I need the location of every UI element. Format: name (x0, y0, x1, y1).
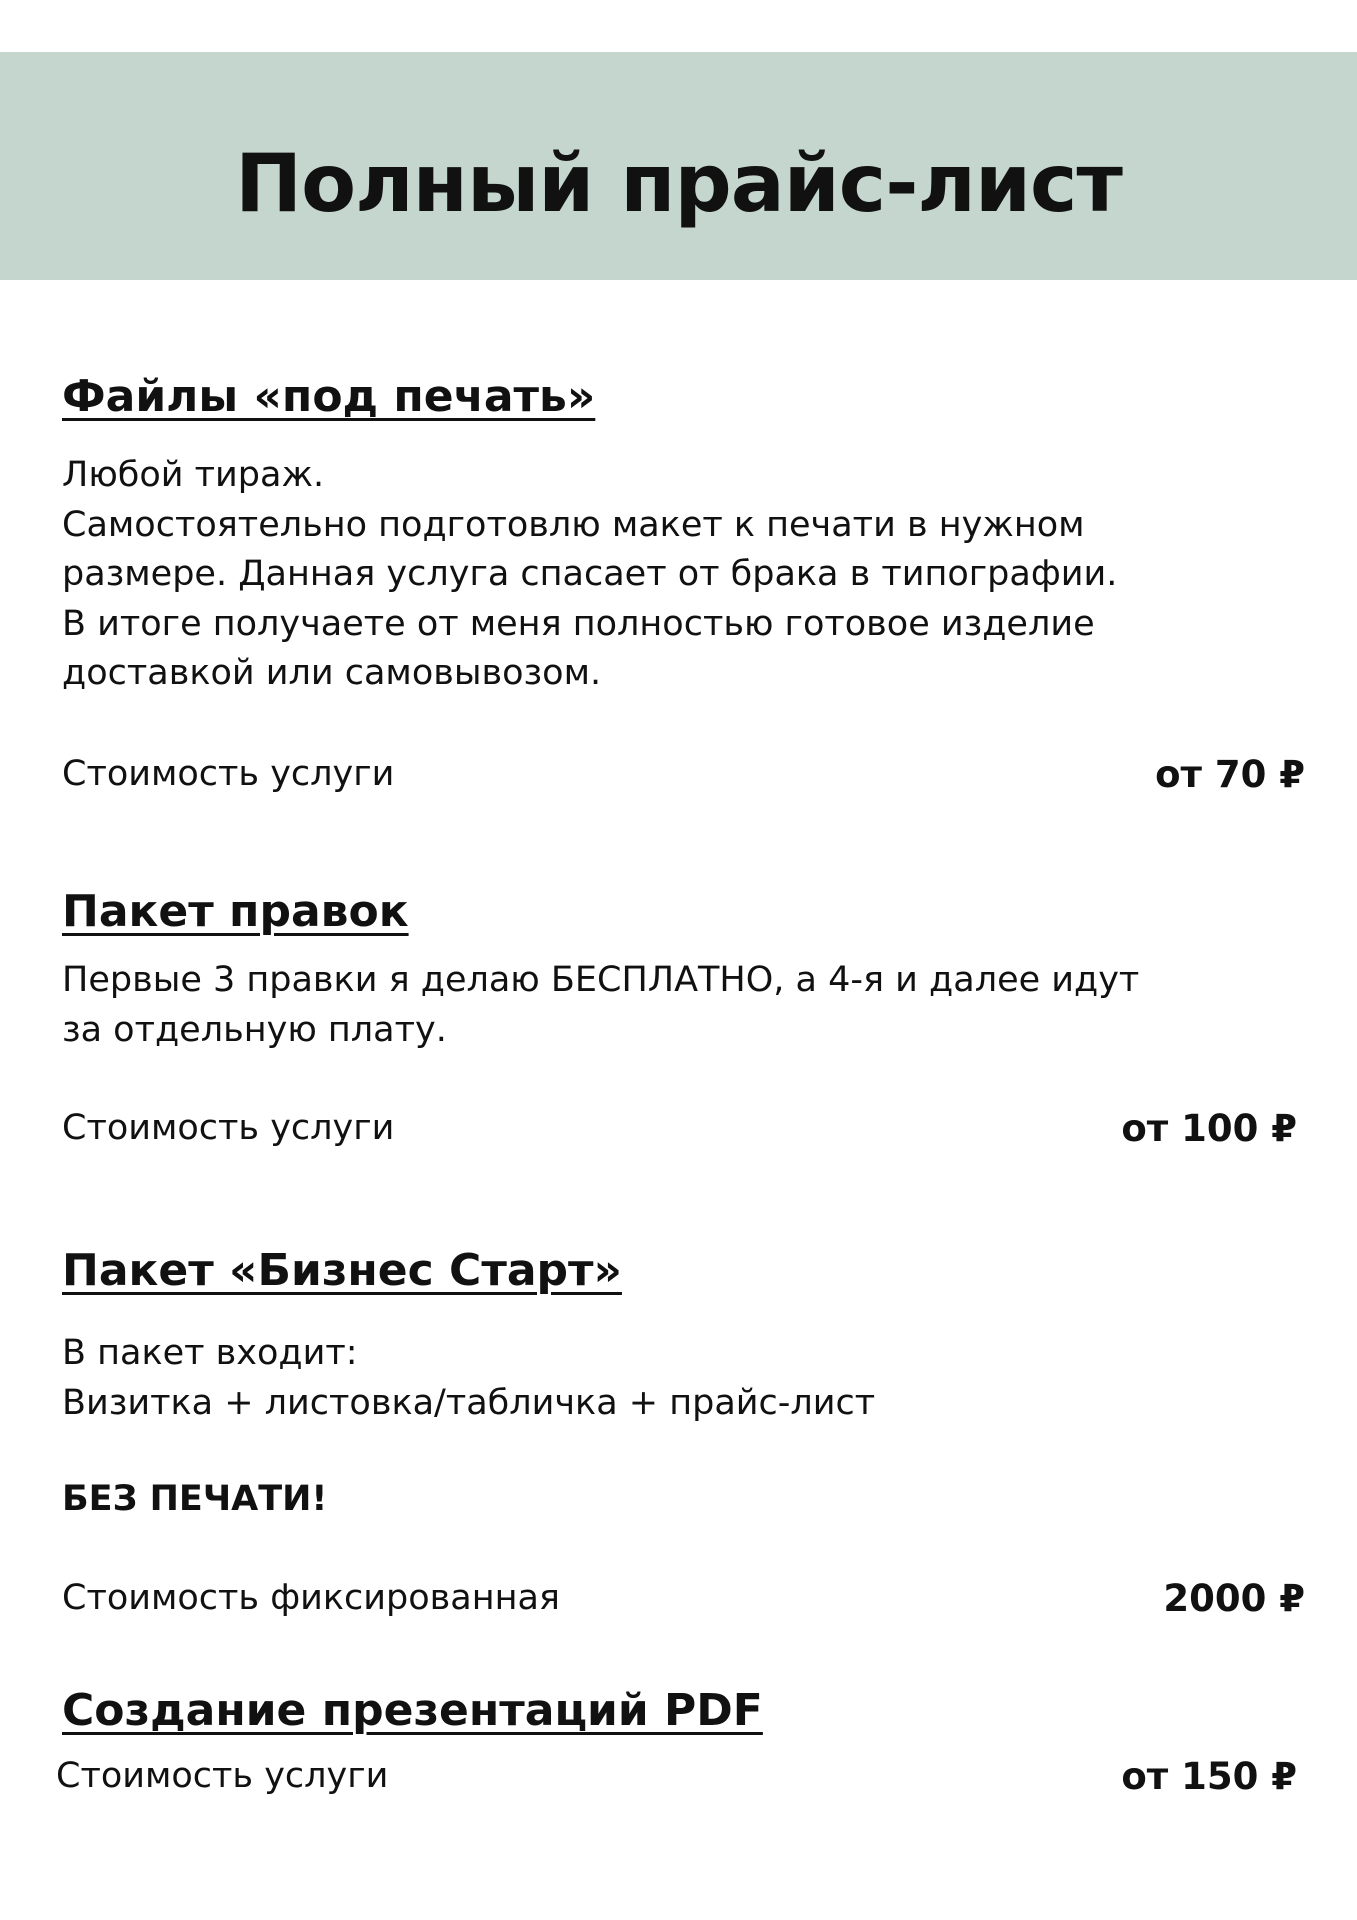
page-title: Полный прайс-лист (235, 137, 1122, 230)
section-title: Файлы «под печать» (62, 371, 596, 422)
no-print-note: БЕЗ ПЕЧАТИ! (62, 1479, 328, 1519)
description-line: доставкой или самовывозом. (62, 653, 602, 693)
section-description (62, 451, 1117, 699)
price-value: от 70 ₽ (1155, 753, 1305, 796)
price-value: от 150 ₽ (1121, 1755, 1297, 1798)
section-title: Пакет правок (62, 886, 409, 937)
price-label: Стоимость фиксированная (62, 1578, 560, 1618)
description-line: Самостоятельно подготовлю макет к печати в нужном (62, 504, 1085, 545)
price-value: от 100 ₽ (1121, 1107, 1297, 1150)
price-label: Стоимость услуги (56, 1756, 389, 1796)
description-line: Любой тираж. (62, 455, 325, 495)
description-line: Визитка + листовка/табличка + прайс-лист (62, 1382, 876, 1423)
section-title: Пакет «Бизнес Старт» (62, 1245, 622, 1296)
description-line: В пакет входит: (62, 1333, 358, 1373)
price-label: Стоимость услуги (62, 754, 395, 794)
price-label: Стоимость услуги (62, 1108, 395, 1148)
section-description (62, 956, 1139, 1055)
section-title: Создание презентаций PDF (62, 1685, 763, 1736)
description-line: В итоге получаете от меня полностью готовое изделие (62, 603, 1095, 644)
description-line: размере. Данная услуга спасает от брака в типографии. (62, 554, 1118, 594)
price-value: 2000 ₽ (1163, 1577, 1305, 1620)
description-line: за отдельную плату. (62, 1009, 447, 1050)
description-line: Первые 3 правки я делаю БЕСПЛАТНО, а 4-я и далее идут (62, 960, 1140, 1000)
section-description (62, 1329, 875, 1428)
